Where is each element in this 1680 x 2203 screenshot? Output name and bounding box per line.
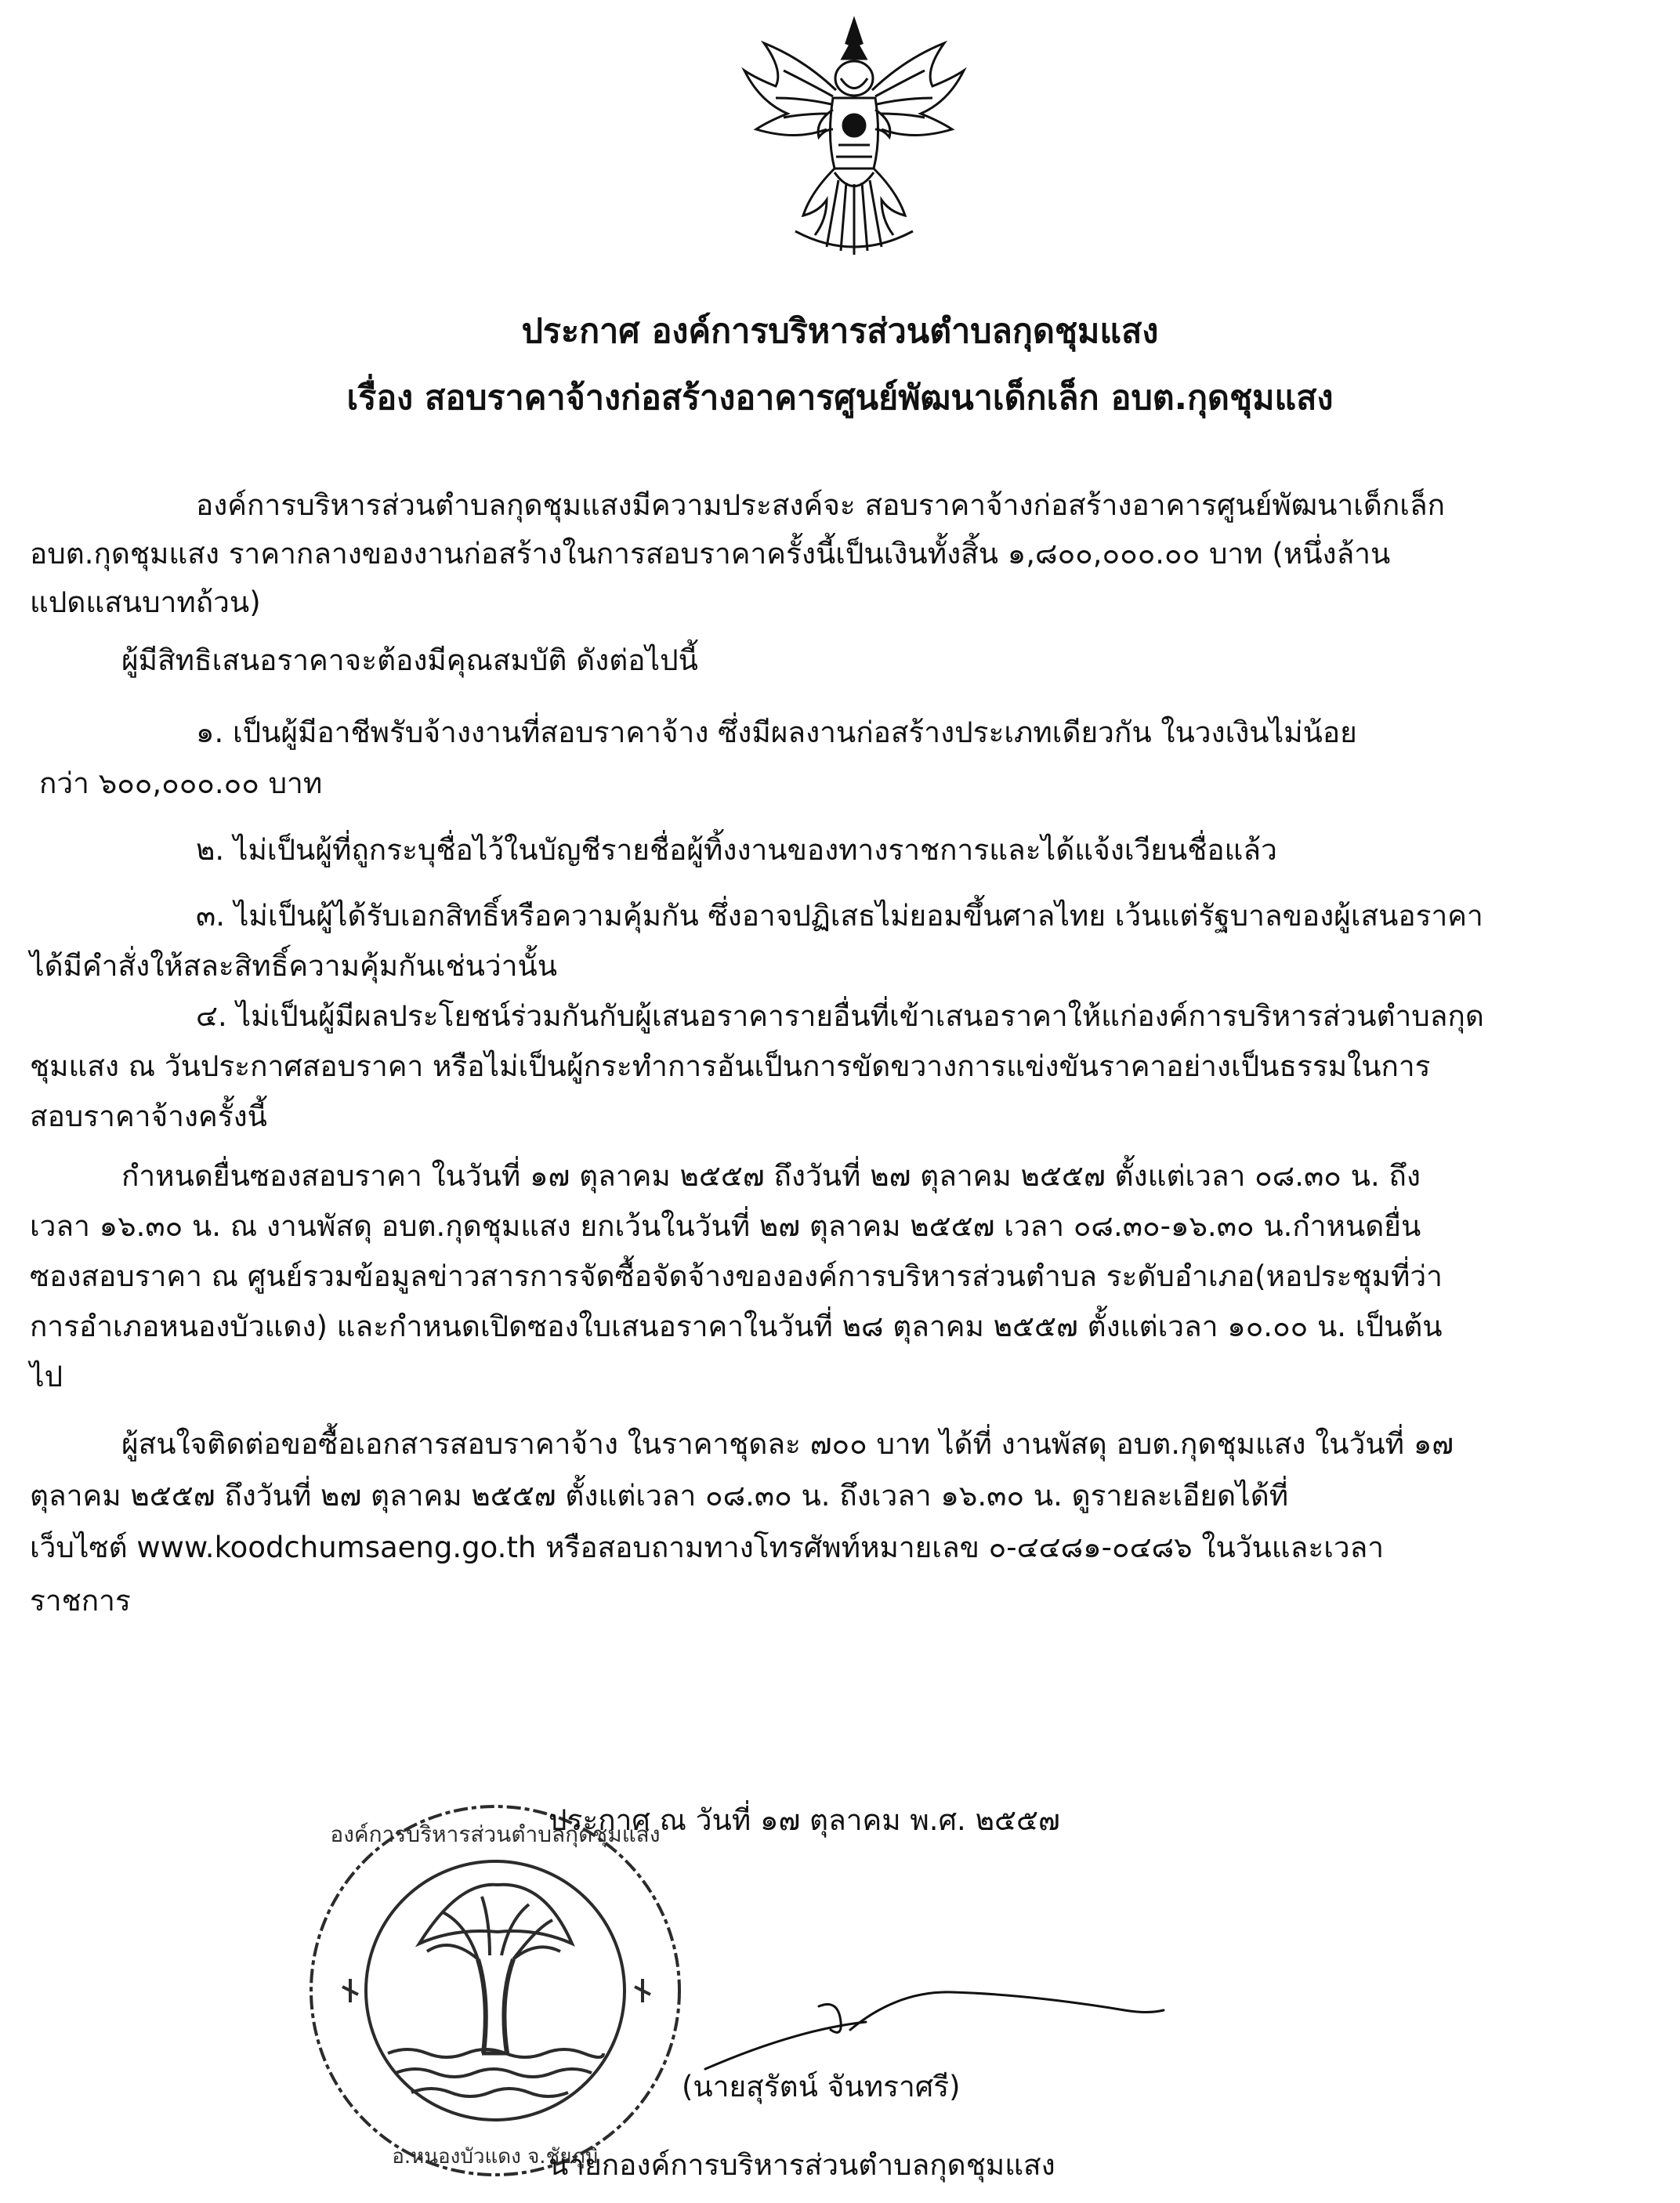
body-line: เวลา ๑๖.๓๐ น. ณ งานพัสดุ อบต.กุดชุมแสง ยกเว้นในวันที่ ๒๗ ตุลาคม ๒๕๕๗ เวลา ๐๘.๓๐-๑๖.๓๐ น.กำหนดยื่น <box>30 1209 1421 1243</box>
body-line: ราชการ <box>30 1584 131 1618</box>
body-line: ได้มีคำสั่งให้สละสิทธิ์ความคุ้มกันเช่นว่านั้น <box>30 949 558 983</box>
seal-text-top: องค์การบริหารส่วนตำบลกุดชุมแสง <box>330 1821 661 1847</box>
body-line: ผู้สนใจติดต่อขอซื้อเอกสารสอบราคาจ้าง ในราคาชุดละ ๗๐๐ บาท ได้ที่ งานพัสดุ อบต.กุดชุมแสง ในวันที่ ๑๗ <box>121 1427 1454 1461</box>
announcement-subject: เรื่อง สอบราคาจ้างก่อสร้างอาคารศูนย์พัฒนาเด็กเล็ก อบต.กุดชุมแสง <box>346 379 1334 418</box>
body-line: ๒. ไม่เป็นผู้ที่ถูกระบุชื่อไว้ในบัญชีรายชื่อผู้ทิ้งงานของทางราชการและได้แจ้งเวียนชื่อแล้ว <box>196 833 1277 867</box>
body-line: เว็บไซต์ www.koodchumsaeng.go.th หรือสอบถามทางโทรศัพท์หมายเลข ๐-๔๔๘๑-๐๔๘๖ ในวันและเวลา <box>30 1531 1385 1564</box>
body-line: ชุมแสง ณ วันประกาศสอบราคา หรือไม่เป็นผู้กระทำการอันเป็นการขัดขวางการแข่งขันราคาอย่างเป็นธรรมในการ <box>30 1049 1431 1083</box>
announcement-date: ประกาศ ณ วันที่ ๑๗ ตุลาคม พ.ศ. ๒๕๕๗ <box>549 1803 1060 1837</box>
body-line: ไป <box>30 1360 63 1393</box>
body-line: การอำเภอหนองบัวแดง) และกำหนดเปิดซองใบเสนอราคาในวันที่ ๒๘ ตุลาคม ๒๕๕๗ ตั้งแต่เวลา ๑๐.๐๐ น. เป็นต้น <box>30 1310 1443 1343</box>
signer-name: (นายสุรัตน์ จันทราศรี) <box>682 2070 961 2103</box>
body-line: องค์การบริหารส่วนตำบลกุดชุมแสงมีความประสงค์จะ สอบราคาจ้างก่อสร้างอาคารศูนย์พัฒนาเด็กเล็ก <box>196 488 1446 522</box>
body-line: ๔. ไม่เป็นผู้มีผลประโยชน์ร่วมกันกับผู้เสนอราคารายอื่นที่เข้าเสนอราคาให้แก่องค์การบริหารส่วนตำบลกุด <box>196 999 1484 1033</box>
body-line: แปดแสนบาทถ้วน) <box>30 585 261 619</box>
body-line: ผู้มีสิทธิเสนอราคาจะต้องมีคุณสมบัติ ดังต่อไปนี้ <box>121 643 698 677</box>
body-line: ๓. ไม่เป็นผู้ได้รับเอกสิทธิ์หรือความคุ้มกัน ซึ่งอาจปฏิเสธไม่ยอมขึ้นศาลไทย เว้นแต่รัฐบาลของผู้เสนอราคา <box>196 899 1483 933</box>
body-line: ซองสอบราคา ณ ศูนย์รวมข้อมูลข่าวสารการจัดซื้อจัดจ้างขององค์การบริหารส่วนตำบล ระดับอำเภอ(หอประชุมที่ว่า <box>30 1259 1443 1293</box>
body-line: ตุลาคม ๒๕๕๗ ถึงวันที่ ๒๗ ตุลาคม ๒๕๕๗ ตั้งแต่เวลา ๐๘.๓๐ น. ถึงเวลา ๑๖.๓๐ น. ดูรายละเอียดได้ที่ <box>30 1479 1289 1513</box>
body-line: อบต.กุดชุมแสง ราคากลางของงานก่อสร้างในการสอบราคาครั้งนี้เป็นเงินทั้งสิ้น ๑,๘๐๐,๐๐๐.๐๐ บาท (หนึ่งล้าน <box>30 537 1391 571</box>
body-line: กว่า ๖๐๐,๐๐๐.๐๐ บาท <box>39 766 323 800</box>
official-seal-icon <box>302 1795 690 2187</box>
body-line: กำหนดยื่นซองสอบราคา ในวันที่ ๑๗ ตุลาคม ๒๕๕๗ ถึงวันที่ ๒๗ ตุลาคม ๒๕๕๗ ตั้งแต่เวลา ๐๘.๓๐ น. ถึง <box>121 1159 1421 1193</box>
seal-text-bottom: อ.หนองบัวแดง จ.ชัยภูมิ <box>392 2145 599 2169</box>
signer-title: นายกองค์การบริหารส่วนตำบลกุดชุมแสง <box>549 2148 1055 2182</box>
announcement-title: ประกาศ องค์การบริหารส่วนตำบลกุดชุมแสง <box>521 312 1159 351</box>
body-line: ๑. เป็นผู้มีอาชีพรับจ้างงานที่สอบราคาจ้าง ซึ่งมีผลงานก่อสร้างประเภทเดียวกัน ในวงเงินไม่น้อย <box>196 716 1357 749</box>
body-line: สอบราคาจ้างครั้งนี้ <box>30 1100 267 1133</box>
garuda-emblem-icon <box>740 12 968 259</box>
